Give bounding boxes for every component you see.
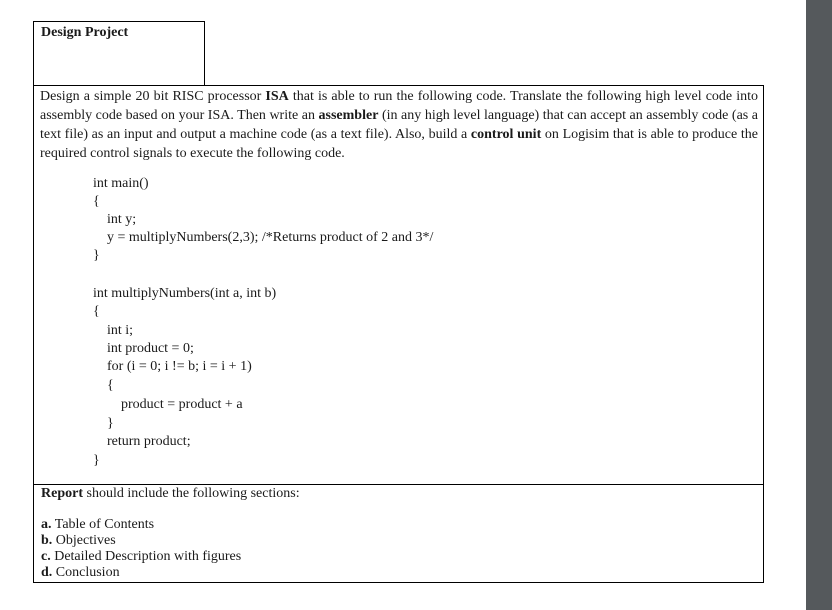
code-line-15: } <box>93 453 100 468</box>
report-item-text: Table of Contents <box>51 517 155 532</box>
code-line-2: { <box>93 194 100 209</box>
description-text <box>40 87 758 163</box>
report-item-a <box>41 517 154 533</box>
report-item-letter: b. <box>41 533 53 548</box>
code-line-6: int multiplyNumbers(int a, int b) <box>93 286 277 301</box>
code-line-12: product = product + a <box>121 397 243 412</box>
desc-bold-isa: ISA <box>265 89 289 104</box>
report-box <box>33 484 764 583</box>
code-line-3: int y; <box>107 212 137 227</box>
desc-bold-control-unit: control unit <box>470 127 542 142</box>
report-heading-rest: should include the following sections: <box>83 486 300 501</box>
report-item-letter: a. <box>41 517 52 532</box>
report-heading-bold: Report <box>41 486 83 501</box>
desc-text-3: (in any high level language) that can accept an assembly code (as a text file) as an input and output a machine code (as a text file). Also, build a <box>40 108 758 142</box>
report-item-d <box>41 565 120 581</box>
desc-text-4: on Logisim that is able to produce the required control signals to execute the following code. <box>40 127 758 161</box>
vertical-scrollbar[interactable] <box>806 0 832 610</box>
code-line-14: return product; <box>107 434 191 449</box>
desc-bold-assembler: assembler <box>318 108 379 123</box>
code-line-7: { <box>93 304 100 319</box>
code-line-11: { <box>107 378 114 393</box>
report-item-c <box>41 549 241 565</box>
report-item-letter: c. <box>41 549 51 564</box>
document-title: Design Project <box>41 25 129 40</box>
report-item-text: Detailed Description with figures <box>50 549 242 564</box>
code-line-1: int main() <box>93 176 149 191</box>
code-line-8: int i; <box>107 323 134 338</box>
code-line-4: y = multiplyNumbers(2,3); /*Returns product of 2 and 3*/ <box>107 230 434 245</box>
desc-text-2: that is able to run the following code. Translate the following high level code into assembly code based on your ISA. Then write an <box>40 89 758 123</box>
report-heading <box>41 485 300 503</box>
code-line-10: for (i = 0; i != b; i = i + 1) <box>107 359 252 374</box>
report-item-letter: d. <box>41 565 53 580</box>
report-item-text: Conclusion <box>52 565 120 580</box>
code-line-5: } <box>93 248 100 263</box>
title-box <box>33 21 205 86</box>
desc-text-1: Design a simple 20 bit RISC processor <box>40 89 266 104</box>
code-line-13: } <box>107 416 114 431</box>
report-item-b <box>41 533 116 549</box>
code-line-9: int product = 0; <box>107 341 194 356</box>
report-item-text: Objectives <box>52 533 116 548</box>
